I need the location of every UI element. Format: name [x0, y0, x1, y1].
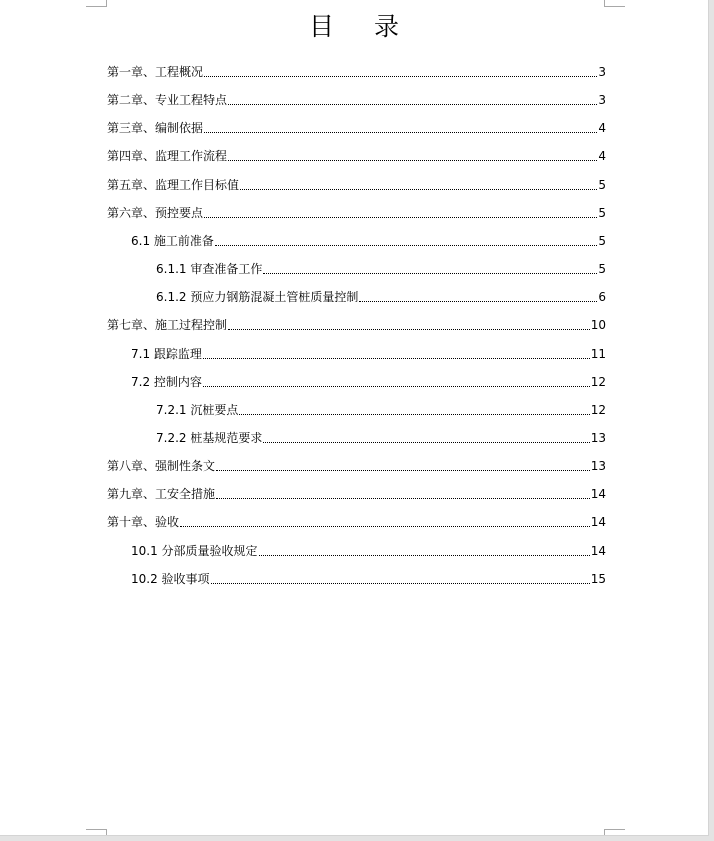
- toc-entry-title: 第五章、监理工作目标值: [107, 178, 240, 192]
- toc-dot-leader: [259, 555, 590, 556]
- toc-entry-title: 第二章、专业工程特点: [107, 93, 228, 107]
- toc-dot-leader: [204, 217, 597, 218]
- toc-entry-page-number: 10: [590, 318, 606, 332]
- toc-entry-title: 7.2.1 沉桩要点: [156, 403, 239, 417]
- corner-mark-top-right-h: [604, 6, 625, 7]
- toc-entry-page-number: 14: [590, 515, 606, 529]
- toc-entry-title: 6.1.2 预应力钢筋混凝土管桩质量控制: [156, 290, 359, 304]
- toc-dot-leader: [204, 76, 597, 77]
- toc-entry-title: 第七章、施工过程控制: [107, 318, 228, 332]
- toc-entry[interactable]: [156, 398, 606, 418]
- toc-entry[interactable]: [131, 229, 606, 249]
- toc-entry-page-number: 13: [590, 431, 606, 445]
- toc-dot-leader: [203, 358, 590, 359]
- toc-entry-title: 第六章、预控要点: [107, 206, 204, 220]
- toc-entry-page-number: 14: [590, 544, 606, 558]
- toc-dot-leader: [203, 386, 590, 387]
- toc-entry-title: 第三章、编制依据: [107, 121, 204, 135]
- toc-entry[interactable]: [107, 454, 606, 474]
- toc-entry-title: 7.1 跟踪监理: [131, 347, 202, 361]
- toc-entry-title: 10.1 分部质量验收规定: [131, 544, 258, 558]
- toc-entry[interactable]: [156, 285, 606, 305]
- toc-entry-page-number: 5: [598, 178, 606, 192]
- toc-entry[interactable]: [156, 257, 606, 277]
- toc-dot-leader: [228, 104, 597, 105]
- toc-entry-page-number: 5: [598, 206, 606, 220]
- corner-mark-bottom-right-v: [604, 829, 605, 835]
- corner-mark-bottom-right-h: [604, 829, 625, 830]
- toc-entry-title: 第十章、验收: [107, 515, 180, 529]
- toc-entry[interactable]: [107, 116, 606, 136]
- toc-entry-page-number: 3: [598, 93, 606, 107]
- page-title: 目 录: [309, 12, 415, 41]
- corner-mark-top-left-h: [86, 6, 106, 7]
- toc-entry-title: 6.1.1 审查准备工作: [156, 262, 263, 276]
- toc-entry-title: 6.1 施工前准备: [131, 234, 214, 248]
- corner-mark-top-left-v: [106, 0, 107, 7]
- toc-entry-title: 7.2.2 桩基规范要求: [156, 431, 263, 445]
- corner-mark-top-right-v: [604, 0, 605, 7]
- toc-entry-page-number: 4: [598, 121, 606, 135]
- toc-entry[interactable]: [107, 173, 606, 193]
- toc-dot-leader: [211, 583, 590, 584]
- toc-entry[interactable]: [156, 426, 606, 446]
- corner-mark-bottom-left-h: [86, 829, 106, 830]
- toc-entry[interactable]: [131, 539, 606, 559]
- toc-entry[interactable]: [107, 144, 606, 164]
- toc-entry-title: 第九章、工安全措施: [107, 487, 216, 501]
- toc-entry-title: 7.2 控制内容: [131, 375, 202, 389]
- toc-entry-page-number: 11: [590, 347, 606, 361]
- toc-entry[interactable]: [107, 313, 606, 333]
- toc-entry[interactable]: [131, 370, 606, 390]
- toc-entry-page-number: 6: [598, 290, 606, 304]
- toc-dot-leader: [263, 442, 589, 443]
- toc-entry-page-number: 5: [598, 262, 606, 276]
- toc-entry-title: 10.2 验收事项: [131, 572, 210, 586]
- toc-dot-leader: [215, 245, 597, 246]
- toc-entry-page-number: 4: [598, 149, 606, 163]
- toc-entry[interactable]: [107, 201, 606, 221]
- toc-entry[interactable]: [107, 60, 606, 80]
- toc-entry-page-number: 5: [598, 234, 606, 248]
- toc-dot-leader: [239, 414, 589, 415]
- toc-dot-leader: [240, 189, 597, 190]
- toc-entry-title: 第八章、强制性条文: [107, 459, 216, 473]
- toc-entry-title: 第一章、工程概况: [107, 65, 204, 79]
- toc-dot-leader: [228, 329, 590, 330]
- toc-entry-page-number: 14: [590, 487, 606, 501]
- toc-entry[interactable]: [107, 88, 606, 108]
- toc-dot-leader: [228, 160, 597, 161]
- toc-entry-page-number: 3: [598, 65, 606, 79]
- toc-entry[interactable]: [107, 482, 606, 502]
- toc-entry[interactable]: [107, 510, 606, 530]
- toc-entry-page-number: 12: [590, 403, 606, 417]
- toc-dot-leader: [359, 301, 597, 302]
- toc-entry-page-number: 13: [590, 459, 606, 473]
- toc-dot-leader: [180, 526, 590, 527]
- toc-entry-title: 第四章、监理工作流程: [107, 149, 228, 163]
- toc-dot-leader: [263, 273, 597, 274]
- toc-entry-page-number: 15: [590, 572, 606, 586]
- toc-entry-page-number: 12: [590, 375, 606, 389]
- corner-mark-bottom-left-v: [106, 829, 107, 835]
- toc-dot-leader: [216, 498, 590, 499]
- toc-dot-leader: [216, 470, 590, 471]
- toc-entry[interactable]: [131, 342, 606, 362]
- toc-dot-leader: [204, 132, 597, 133]
- toc-entry[interactable]: [131, 567, 606, 587]
